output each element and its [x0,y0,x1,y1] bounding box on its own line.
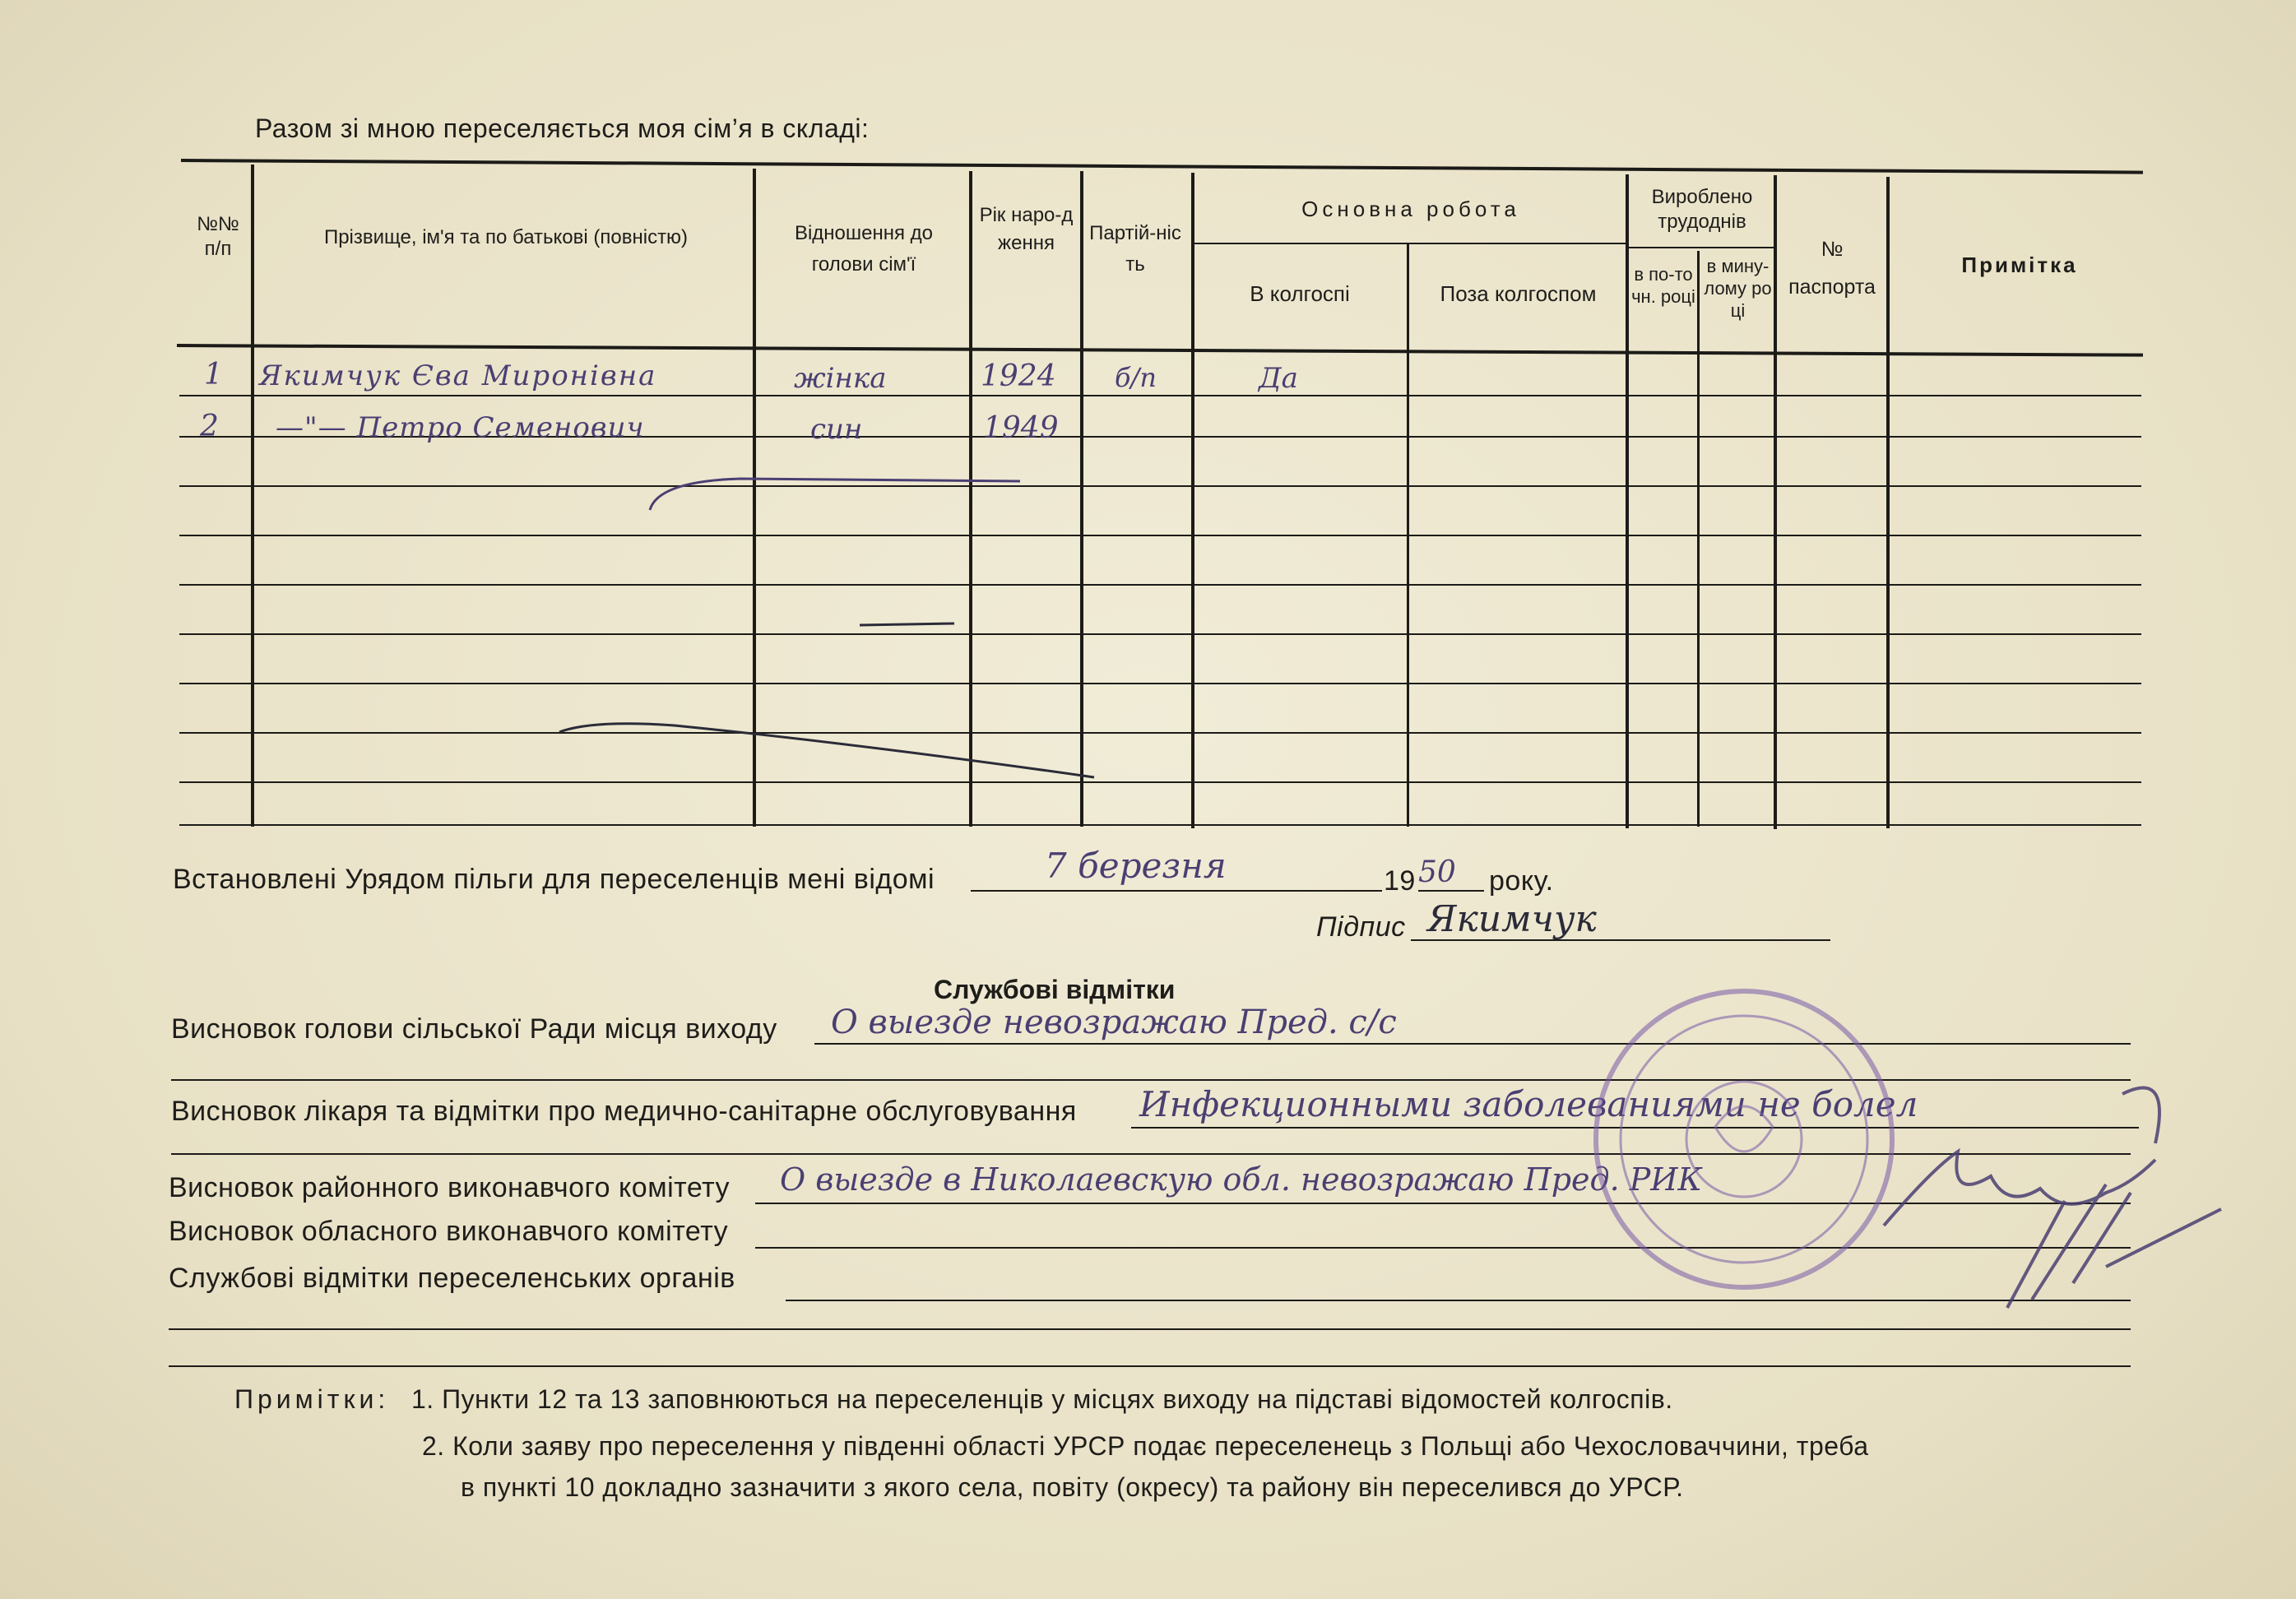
col-header-in-kolhosp: В колгоспі [1250,281,1350,306]
col-header-last-year: в мину-лому році [1704,256,1772,321]
notes-title: Примітки: [234,1384,390,1414]
col-header-name: Прізвище, ім'я та по батькові (повністю) [323,226,689,248]
field-label: Висновок районного виконавчого комітету [169,1172,731,1203]
benefits-year: 50 [1418,855,1456,889]
row-year: 1949 [983,411,1059,445]
col-header-current-year: в по-точн. році [1631,264,1695,307]
field-value: О выезде невозражаю Пред. с/с [831,1003,1397,1041]
col-header-outside-kolhosp: Поза колгоспом [1440,281,1597,306]
note-item: 2. Коли заяву про переселення у південні області УРСР подає переселенець з Польщі або Чехословаччини, треба [422,1431,1869,1461]
col-header-num: №№ п/п [197,213,239,260]
benefits-date: 7 березня [1045,846,1227,886]
note-item: 1. Пункти 12 та 13 заповнюються на переселенців у місцях виходу на підставі відомостей колгоспів. [411,1384,1673,1414]
col-header-note: Примітка [1961,253,2078,277]
col-header-workdays: Вироблено трудоднів [1651,186,1753,233]
row-relation: син [810,413,863,446]
row-name: Якимчук Єва Миронівна [259,359,657,392]
row-party: б/п [1115,362,1157,393]
row-name: —"— Петро Семенович [276,411,645,444]
col-header-year: Рік наро-дження [979,204,1074,254]
field-label: Висновок голови сільської Ради місця виходу [171,1013,777,1045]
field-label: Службові відмітки переселенських органів [169,1263,735,1294]
col-header-relation: Відношення до голови сім'ї [794,222,934,276]
field-label: Висновок обласного виконавчого комітету [169,1216,729,1247]
signature-label: Підпис [1316,911,1406,943]
signature: Якимчук [1427,898,1597,940]
row-num: 1 [204,358,223,392]
note-item: в пункті 10 докладно зазначити з якого села, повіту (окресу) та району він переселився до УРСР. [461,1472,1684,1502]
field-value: О выезде в Николаевскую обл. невозражаю Пред. РИК [780,1161,1702,1198]
col-header-passport: № паспорта [1788,238,1876,299]
field-label: Висновок лікаря та відмітки про медично-санітарне обслуговування [171,1096,1077,1127]
col-header-party: Партій-ність [1089,222,1181,276]
row-year: 1924 [981,359,1056,393]
service-title: Службові відмітки [934,975,1176,1004]
benefits-label: Встановлені Урядом пільги для переселенців мені відомі [173,864,935,895]
field-value: Инфекционными заболеваниями не болел [1139,1084,1918,1124]
benefits-year-prefix: 19 [1384,865,1416,897]
row-relation: жінка [794,362,887,395]
col-header-main-work: Основна робота [1301,197,1520,221]
row-num: 2 [200,410,219,443]
benefits-year-suffix: року. [1489,865,1554,897]
family-header: Разом зі мною переселяється моя сім’я в складі: [255,114,870,143]
row-in-kolhosp: Да [1259,362,1298,395]
